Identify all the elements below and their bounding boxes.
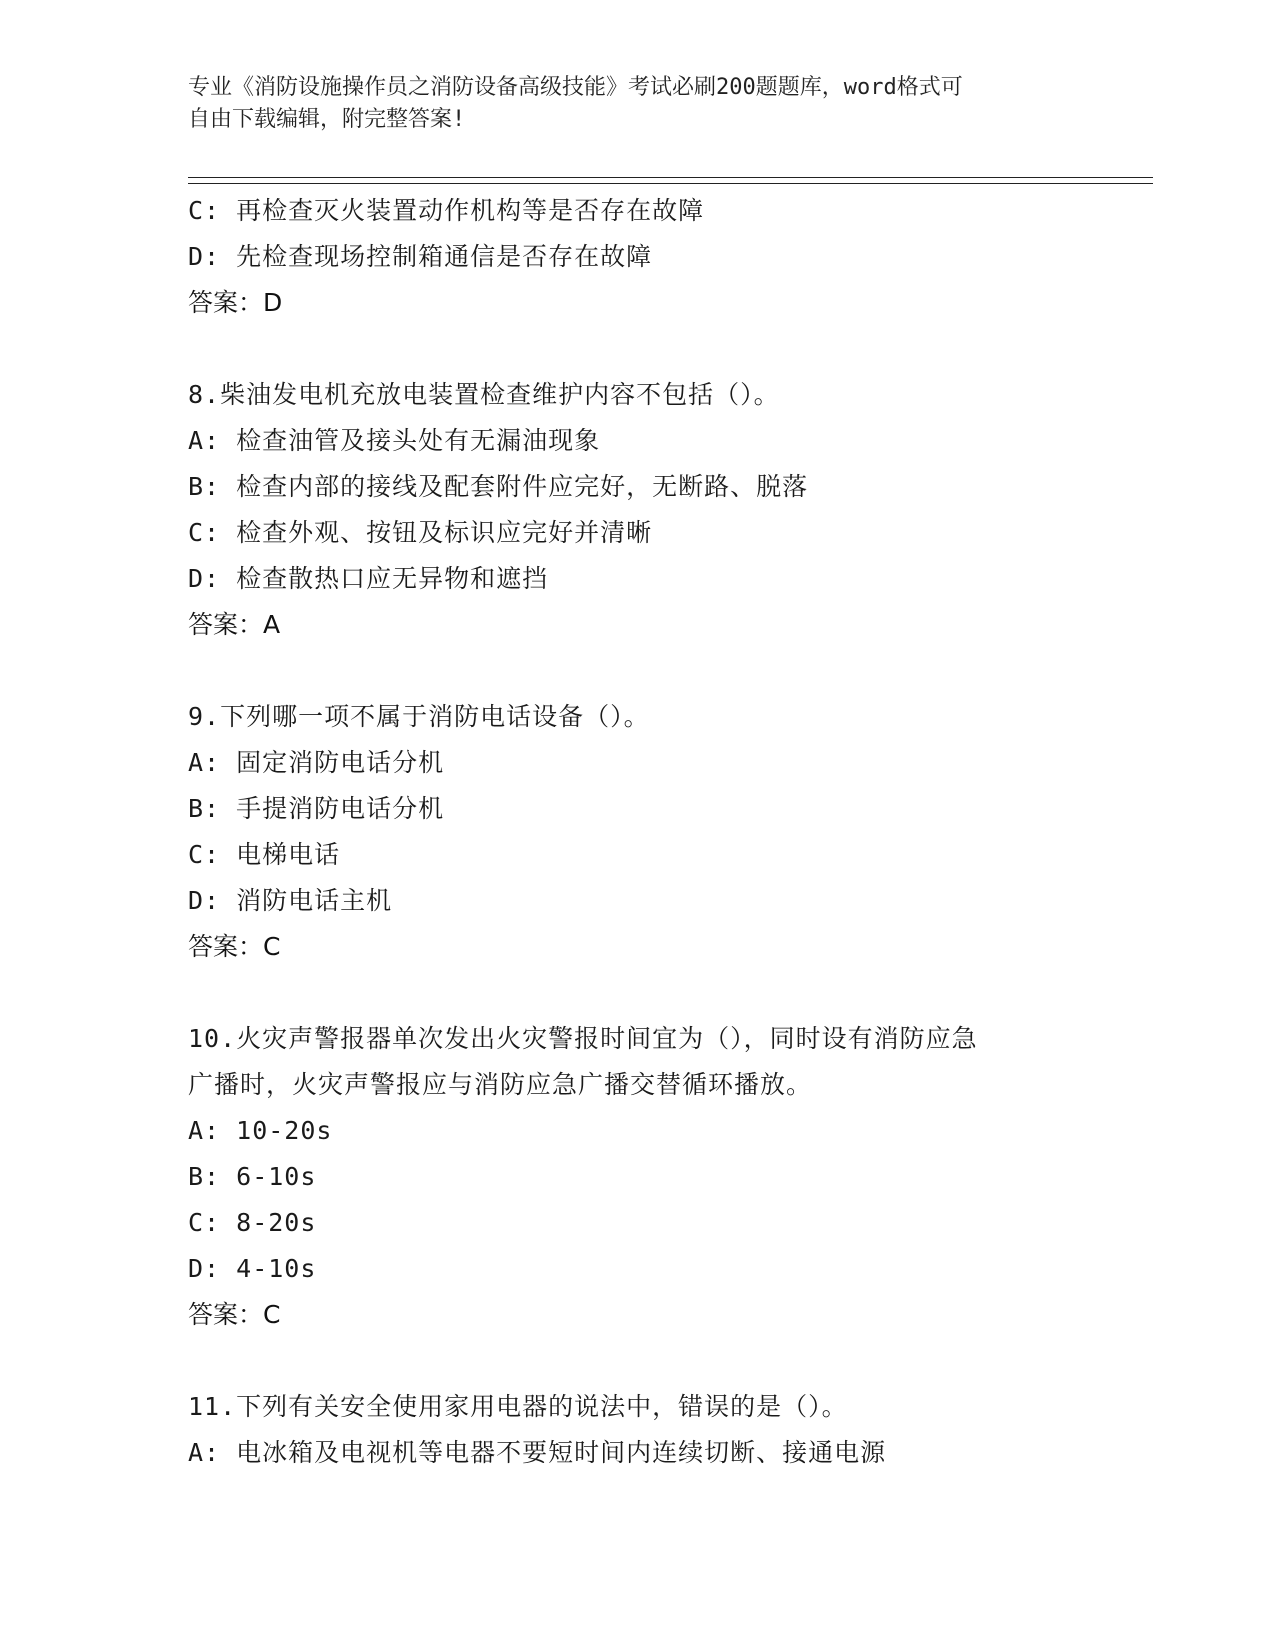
spacer xyxy=(188,970,1148,1016)
question-stem: 9.下列哪一项不属于消防电话设备（）。 xyxy=(188,702,650,731)
document-header xyxy=(188,72,1068,136)
answer: 答案：C xyxy=(188,1300,281,1329)
answer: 答案：C xyxy=(188,932,281,961)
option-c: C: 8-20s xyxy=(188,1208,317,1237)
option-d: D: 检查散热口应无异物和遮挡 xyxy=(188,564,549,593)
option-a: A: 10-20s xyxy=(188,1116,333,1145)
spacer xyxy=(188,326,1148,372)
answer: 答案：D xyxy=(188,288,283,317)
option-b: B: 检查内部的接线及配套附件应完好，无断路、脱落 xyxy=(188,472,809,501)
header-divider-bottom xyxy=(188,183,1153,184)
question-11 xyxy=(188,1384,1148,1476)
question-content xyxy=(188,188,1148,1476)
option-b: B: 手提消防电话分机 xyxy=(188,794,445,823)
answer: 答案：A xyxy=(188,610,281,639)
option-b: B: 6-10s xyxy=(188,1162,317,1191)
question-stem-line-2: 广播时，火灾声警报应与消防应急广播交替循环播放。 xyxy=(188,1070,813,1099)
question-8 xyxy=(188,372,1148,648)
question-9 xyxy=(188,694,1148,970)
option-d: D: 消防电话主机 xyxy=(188,886,393,915)
option-d: D: 先检查现场控制箱通信是否存在故障 xyxy=(188,242,653,271)
spacer xyxy=(188,648,1148,694)
header-line-2: 自由下载编辑，附完整答案! xyxy=(188,107,466,132)
header-divider-top xyxy=(188,177,1153,178)
question-stem: 11.下列有关安全使用家用电器的说法中，错误的是（）。 xyxy=(188,1392,848,1421)
option-d: D: 4-10s xyxy=(188,1254,317,1283)
question-10 xyxy=(188,1016,1148,1338)
option-a: A: 固定消防电话分机 xyxy=(188,748,445,777)
question-stem-line-1: 10.火灾声警报器单次发出火灾警报时间宜为（），同时设有消防应急 xyxy=(188,1024,978,1053)
option-c: C: 再检查灭火装置动作机构等是否存在故障 xyxy=(188,196,705,225)
option-a: A: 电冰箱及电视机等电器不要短时间内连续切断、接通电源 xyxy=(188,1438,887,1467)
question-stem: 8.柴油发电机充放电装置检查维护内容不包括（）。 xyxy=(188,380,780,409)
option-c: C: 检查外观、按钮及标识应完好并清晰 xyxy=(188,518,653,547)
prev-question xyxy=(188,188,1148,326)
option-c: C: 电梯电话 xyxy=(188,840,341,869)
spacer xyxy=(188,1338,1148,1384)
header-line-1: 专业《消防设施操作员之消防设备高级技能》考试必刷200题题库，word格式可 xyxy=(188,75,963,100)
option-a: A: 检查油管及接头处有无漏油现象 xyxy=(188,426,601,455)
